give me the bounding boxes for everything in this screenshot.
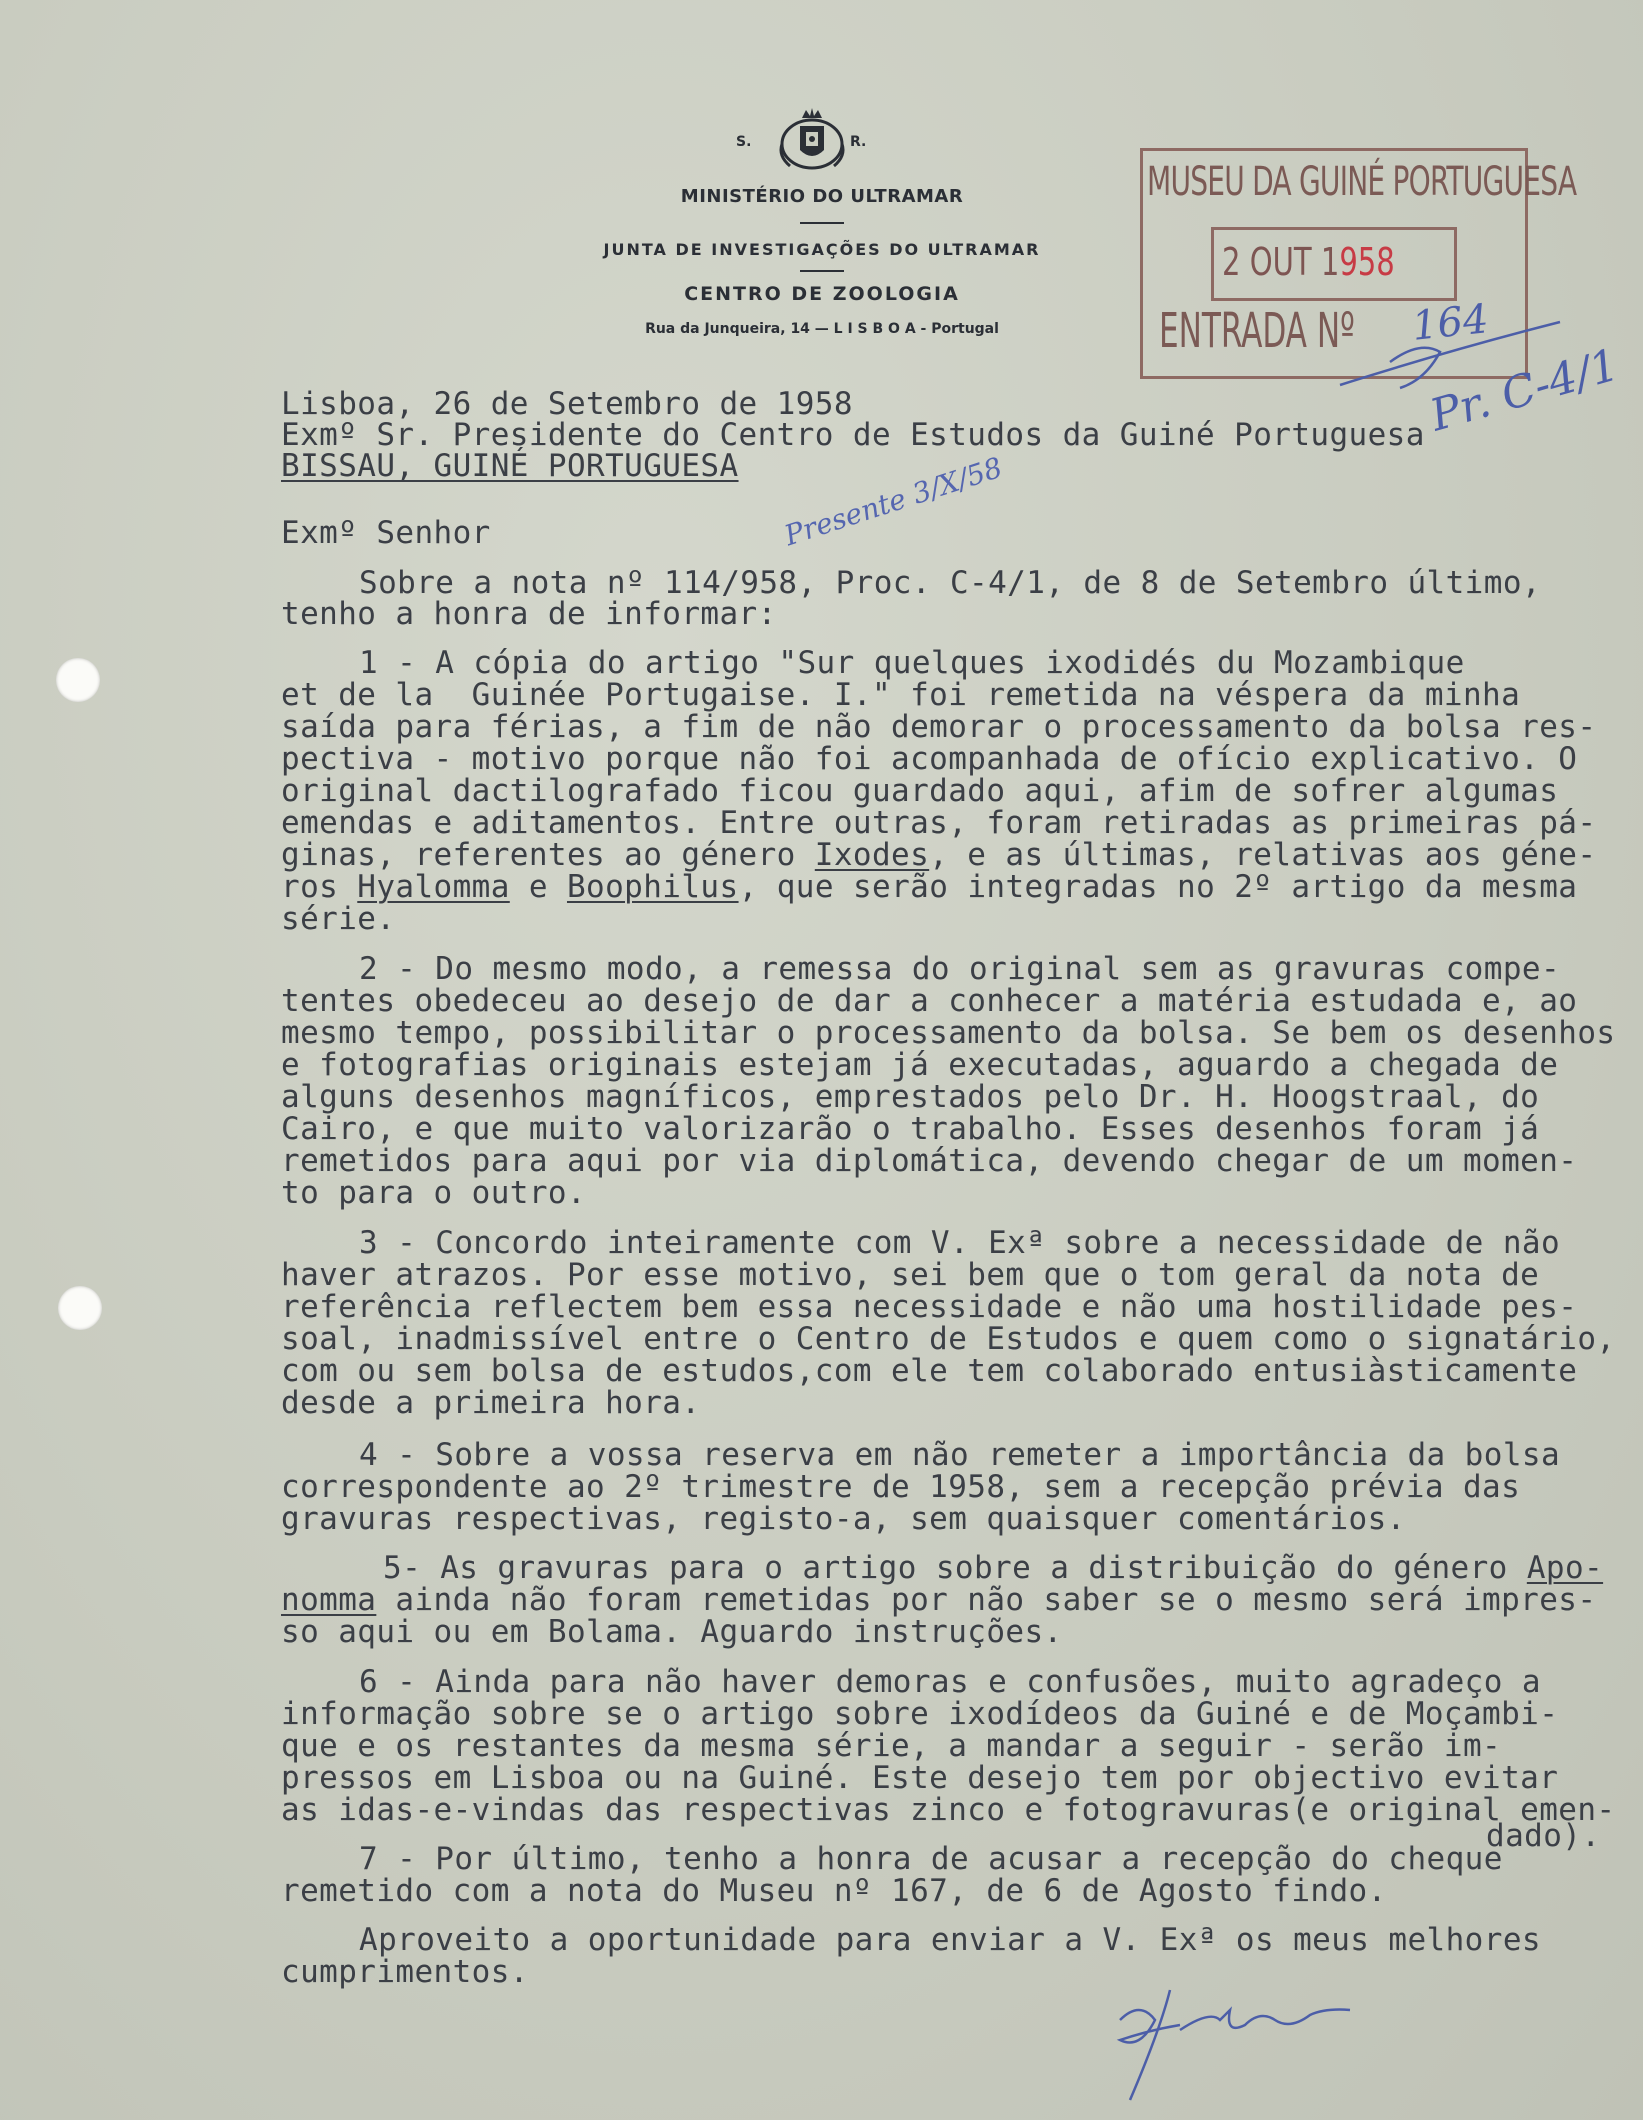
paragraph-6-line: 6 - Ainda para não haver demoras e confusões, muito agradeço a <box>359 1664 1541 1700</box>
intro-line: Sobre a nota nº 114/958, Proc. C-4/1, de 8 de Setembro último, <box>359 565 1541 601</box>
paragraph-2-line: remetidos para aqui por via diplomática, devendo chegar de um momen- <box>281 1143 1578 1179</box>
paragraph-6-line: que e os restantes da mesma série, a mandar a seguir - serão im- <box>281 1728 1502 1764</box>
paragraph-6-line: pressos em Lisboa ou na Guiné. Este desejo tem por objectivo evitar <box>281 1760 1559 1796</box>
text-run: , e as últimas, relativas aos géne- <box>929 837 1597 873</box>
paragraph-6-line: as idas-e-vindas das respectivas zinco e fotogravuras(e original emen- <box>281 1792 1616 1828</box>
paragraph-3-line: referência reflectem bem essa necessidade e não uma hostilidade pes- <box>281 1289 1578 1325</box>
paragraph-6-line: informação sobre se o artigo sobre ixodídeos da Guiné e de Moçambi- <box>281 1696 1559 1732</box>
letter-addressee: Exmº Sr. Presidente do Centro de Estudos da Guiné Portuguesa <box>281 417 1425 453</box>
paragraph-4-line: gravuras respectivas, registo-a, sem quaisquer comentários. <box>281 1501 1406 1537</box>
letterhead-left-initial: S. <box>736 134 752 150</box>
paragraph-3-line: soal, inadmissível entre o Centro de Estudos e quem como o signatário, <box>281 1321 1616 1357</box>
paragraph-1-line: saída para férias, a fim de não demorar o processamento da bolsa res- <box>281 709 1597 745</box>
stamp-entry-number: 164 <box>1409 296 1491 350</box>
paragraph-7-line: remetido com a nota do Museu nº 167, de 6 de Agosto findo. <box>281 1873 1387 1909</box>
genus-hyalomma: Hyalomma <box>357 869 510 905</box>
paragraph-1-line: original dactilografado ficou guardado aqui, afim de sofrer algumas <box>281 773 1559 809</box>
stamp-date-box <box>1211 227 1457 301</box>
paragraph-2-line: 2 - Do mesmo modo, a remessa do original sem as gravuras compe- <box>359 951 1561 987</box>
stamp-museum-name: MUSEU DA GUINÉ PORTUGUESA <box>1147 159 1577 205</box>
closing-line: Aproveito a oportunidade para enviar a V. Exª os meus melhores <box>359 1922 1541 1958</box>
intro-line: tenho a honra de informar: <box>281 596 777 632</box>
genus-aponomma-cont: nomma <box>281 1582 377 1618</box>
paragraph-7-line: 7 - Por último, tenho a honra de acusar a recepção do cheque <box>359 1841 1503 1877</box>
stamp-date-year: 958 <box>1339 240 1395 284</box>
paragraph-2-line: Cairo, e que muito valorizarão o trabalho. Esses desenhos foram já <box>281 1111 1540 1147</box>
paragraph-1-line: pectiva - motivo porque não foi acompanhada de ofício explicativo. O <box>281 741 1578 777</box>
text-run: 5- As gravuras para o artigo sobre a distribuição do género <box>383 1550 1527 1586</box>
paragraph-6-tail: dado). <box>1486 1818 1601 1854</box>
paragraph-4-line: correspondente ao 2º trimestre de 1958, sem a recepção prévia das <box>281 1469 1521 1505</box>
signature <box>1060 1980 1360 2110</box>
handwritten-reference: Pr. C-4/1 <box>1424 339 1625 442</box>
letterhead-centre: CENTRO DE ZOOLOGIA <box>684 283 960 305</box>
paragraph-5-line <box>383 1550 1604 1586</box>
punch-hole-bottom <box>58 1286 102 1330</box>
paragraph-4-line: 4 - Sobre a vossa reserva em não remeter a importância da bolsa <box>359 1437 1561 1473</box>
coat-of-arms-icon <box>776 104 848 174</box>
paragraph-1-line: 1 - A cópia do artigo "Sur quelques ixodidés du Mozambique <box>359 645 1465 681</box>
paragraph-2-line: mesmo tempo, possibilitar o processamento da bolsa. Se bem os desenhos <box>281 1015 1616 1051</box>
paragraph-2-line: tentes obedeceu ao desejo de dar a conhecer a matéria estudada e, ao <box>281 983 1578 1019</box>
letter-place: BISSAU, GUINÉ PORTUGUESA <box>281 448 739 484</box>
paragraph-1-line: série. <box>281 901 396 937</box>
letterhead-rule-2 <box>800 270 844 272</box>
paragraph-2-line: e fotografias originais estejam já executadas, aguardo a chegada de <box>281 1047 1559 1083</box>
paragraph-1-line <box>281 837 1597 873</box>
paragraph-1-line: emendas e aditamentos. Entre outras, foram retiradas as primeiras pá- <box>281 805 1597 841</box>
stamp-date-day-month: 2 OUT 1 <box>1222 240 1340 284</box>
closing-line: cumprimentos. <box>281 1954 529 1990</box>
genus-boophilus: Boophilus <box>566 869 739 905</box>
text-run: ginas, referentes ao género <box>281 837 815 873</box>
genus-aponomma: Apo- <box>1526 1550 1604 1586</box>
letterhead-rule-1 <box>800 222 844 224</box>
stamp-date <box>1222 240 1395 284</box>
letterhead-address: Rua da Junqueira, 14 — L I S B O A - Portugal <box>645 321 999 337</box>
paragraph-3-line: haver atrazos. Por esse motivo, sei bem que o tom geral da nota de <box>281 1257 1540 1293</box>
stamp-entrada-label: ENTRADA Nº <box>1159 303 1355 359</box>
text-run: , que serão integradas no 2º artigo da mesma <box>738 869 1578 905</box>
letter-date: Lisboa, 26 de Setembro de 1958 <box>281 386 853 422</box>
paragraph-3-line: 3 - Concordo inteiramente com V. Exª sobre a necessidade de não <box>359 1225 1561 1261</box>
genus-ixodes: Ixodes <box>814 837 930 873</box>
handwritten-margin-note: Presente 3/X/58 <box>780 450 1007 553</box>
letter-salutation: Exmº Senhor <box>281 515 491 551</box>
paragraph-2-line: alguns desenhos magníficos, emprestados pelo Dr. H. Hoogstraal, do <box>281 1079 1540 1115</box>
text-run: ainda não foram remetidas por não saber se o mesmo será impres- <box>376 1582 1597 1618</box>
paragraph-3-line: com ou sem bolsa de estudos,com ele tem colaborado entusiàsticamente <box>281 1353 1578 1389</box>
punch-hole-top <box>56 658 100 702</box>
letterhead-right-initial: R. <box>850 134 867 150</box>
paragraph-1-line <box>281 869 1578 905</box>
paragraph-3-line: desde a primeira hora. <box>281 1385 701 1421</box>
paragraph-2-line: to para o outro. <box>281 1175 587 1211</box>
paragraph-5-line: so aqui ou em Bolama. Aguardo instruções. <box>281 1614 1063 1650</box>
paragraph-5-line <box>281 1582 1597 1618</box>
letterhead-ministry: MINISTÉRIO DO ULTRAMAR <box>680 186 964 207</box>
text-run: ros <box>281 869 358 905</box>
letterhead-junta: JUNTA DE INVESTIGAÇÕES DO ULTRAMAR <box>603 240 1041 259</box>
text-run: e <box>509 869 567 905</box>
paragraph-1-line: et de la Guinée Portugaise. I." foi remetida na véspera da minha <box>281 677 1521 713</box>
